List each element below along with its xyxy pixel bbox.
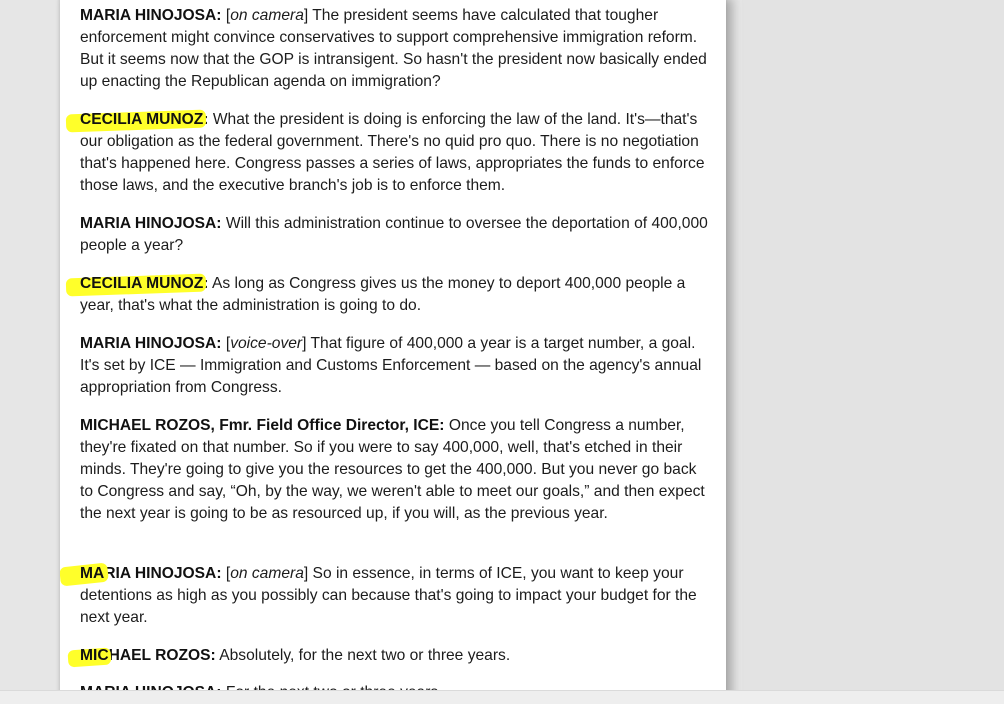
transcript-paragraph: MARIA HINOJOSA: [voice-over] That figure of 400,000 a year is a target number, a goal. It's set by ICE — Immigration and Customs Enforcement — based on the agency's annual appropriation from Congress. — [80, 335, 702, 396]
document-page — [60, 0, 726, 703]
transcript-paragraph — [80, 273, 712, 317]
paragraph-text: That figure of 400,000 a year is a target number, a goal. It's set by ICE — Immigration and Customs Enforcement — based on the agency's annual appropriation from Congress. — [80, 335, 702, 396]
paragraph-text: Will this administration continue to oversee the deportation of 400,000 people a year? — [80, 215, 708, 254]
highlighted-speaker-label: MIC — [80, 647, 109, 664]
highlighted-speaker-label: CECILIA MUNOZ — [80, 275, 204, 292]
stage-direction: voice-over — [230, 335, 303, 352]
transcript-paragraph — [80, 645, 712, 667]
speaker-label: MARIA HINOJOSA: — [80, 215, 222, 232]
paragraph-text: Once you tell Congress a number, they're fixated on that number. So if you were to say 400,000, well, that's etched in their minds. They're going to give you the resources to get the 400,000. But you never go back to Congress and say, “Oh, by the way, we weren't able to meet our goals,” and then expect the next year is going to be as resourced up, if you will, as the previous year. — [80, 417, 705, 522]
horizontal-scrollbar[interactable] — [0, 690, 1004, 704]
paragraph-text: What the president is doing is enforcing the law of the land. It's—that's our obligation as the federal government. There's no quid pro quo. There is no negotiation that's happened here. Congress passes a series of laws, appropriates the funds to enforce those laws, and the executive branch's job is to enforce them. — [80, 111, 705, 194]
stage-direction: on camera — [230, 7, 304, 24]
speaker-label-tail: RIA HINOJOSA: — [104, 565, 222, 582]
highlighted-speaker-label: MA — [80, 565, 105, 582]
paragraph-text: As long as Congress gives us the money to deport 400,000 people a year, that's what the administration is going to do. — [80, 275, 686, 314]
speaker-label-tail: HAEL ROZOS: — [108, 647, 216, 664]
paragraph-text: The president seems have calculated that tougher enforcement might convince conservatives to support comprehensive immigration reform. But it seems now that the GOP is intransigent. So hasn't the president now basically ended up enacting the Republican agenda on immigration? — [80, 7, 707, 90]
speaker-label: MARIA HINOJOSA: — [80, 7, 222, 24]
transcript-paragraph: MARIA HINOJOSA: [on camera] So in essence, in terms of ICE, you want to keep your detentions as high as you possibly can because that's going to impact your budget for the next year. — [80, 565, 697, 626]
transcript-paragraph — [80, 109, 712, 197]
speaker-label-tail: : — [203, 275, 209, 292]
speaker-label: MARIA HINOJOSA: — [80, 335, 222, 352]
speaker-label-tail: : — [203, 111, 209, 128]
transcript-paragraph: MARIA HINOJOSA: [on camera] The president seems have calculated that tougher enforcement might convince conservatives to support comprehensive immigration reform. But it seems now that the GOP is intransigent. So hasn't the president now basically ended up enacting the Republican agenda on immigration? — [80, 7, 707, 90]
transcript-paragraph — [80, 415, 712, 525]
viewer-background — [742, 0, 1004, 703]
transcript-paragraph — [80, 213, 712, 257]
highlighted-speaker-label: CECILIA MUNOZ — [80, 111, 204, 128]
paragraph-text: Absolutely, for the next two or three years. — [219, 647, 511, 664]
stage-direction: on camera — [230, 565, 304, 582]
paragraph-text: So in essence, in terms of ICE, you want to keep your detentions as high as you possibly can because that's going to impact your budget for the next year. — [80, 565, 697, 626]
speaker-label: MICHAEL ROZOS, Fmr. Field Office Director, ICE: — [80, 417, 445, 434]
